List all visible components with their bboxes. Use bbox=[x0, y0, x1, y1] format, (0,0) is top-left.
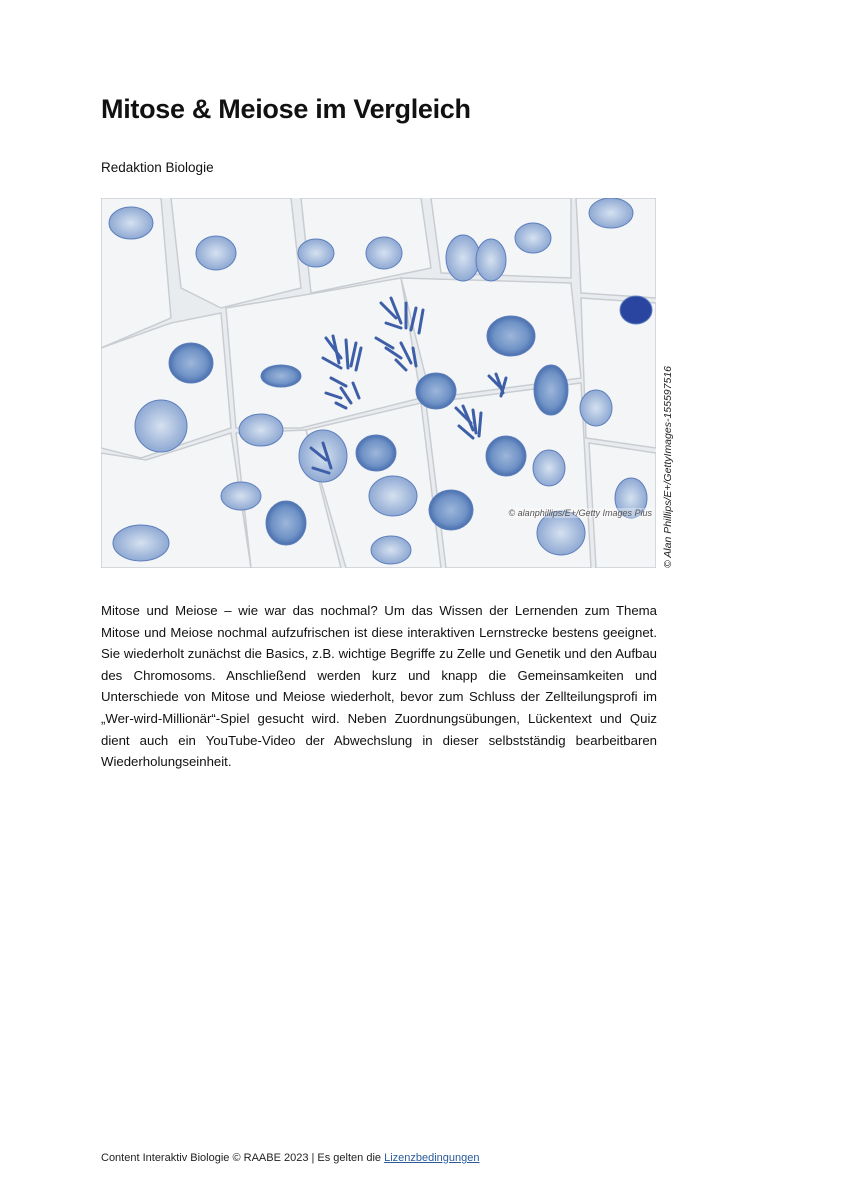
intro-paragraph: Mitose und Meiose – wie war das nochmal? Um das Wissen der Lernenden zum Thema Mitose und Meiose nochmal aufzufrischen ist diese interaktiven Lernstrecke bestens geeignet. Sie wiederholt zunächst die Basics, z.B. wichtige Begriffe zu Zelle und Genetik und den Aufbau des Chromosoms. Anschließend werden kurz und knapp die Gemeinsamkeiten und Unterschiede von Mitose und Meiose wiederholt, bevor zum Schluss der Zellteilungsprofi im „Wer-wird-Millionär“-Spiel gesucht wird. Neben Zuordnungsübungen, Lückentext und Quiz dient auch ein YouTube-Video der Abwechslung in dieser selbstständig bearbeitbaren Wiederholungseinheit. bbox=[101, 603, 657, 770]
page-footer bbox=[101, 1152, 480, 1164]
author-line: Redaktion Biologie bbox=[101, 160, 214, 175]
page-title: Mitose & Meiose im Vergleich bbox=[101, 94, 471, 124]
image-credit-side: © Alan Phillips/E+/GettyImages-155597516 bbox=[662, 365, 674, 568]
micrograph-image bbox=[101, 198, 656, 568]
image-credit-overlay: © alanphillips/E+/Getty Images Plus bbox=[508, 508, 652, 518]
footer-text: Content Interaktiv Biologie © RAABE 2023 | Es gelten die bbox=[101, 1152, 385, 1164]
license-link[interactable]: Lizenzbedingungen bbox=[384, 1152, 480, 1164]
